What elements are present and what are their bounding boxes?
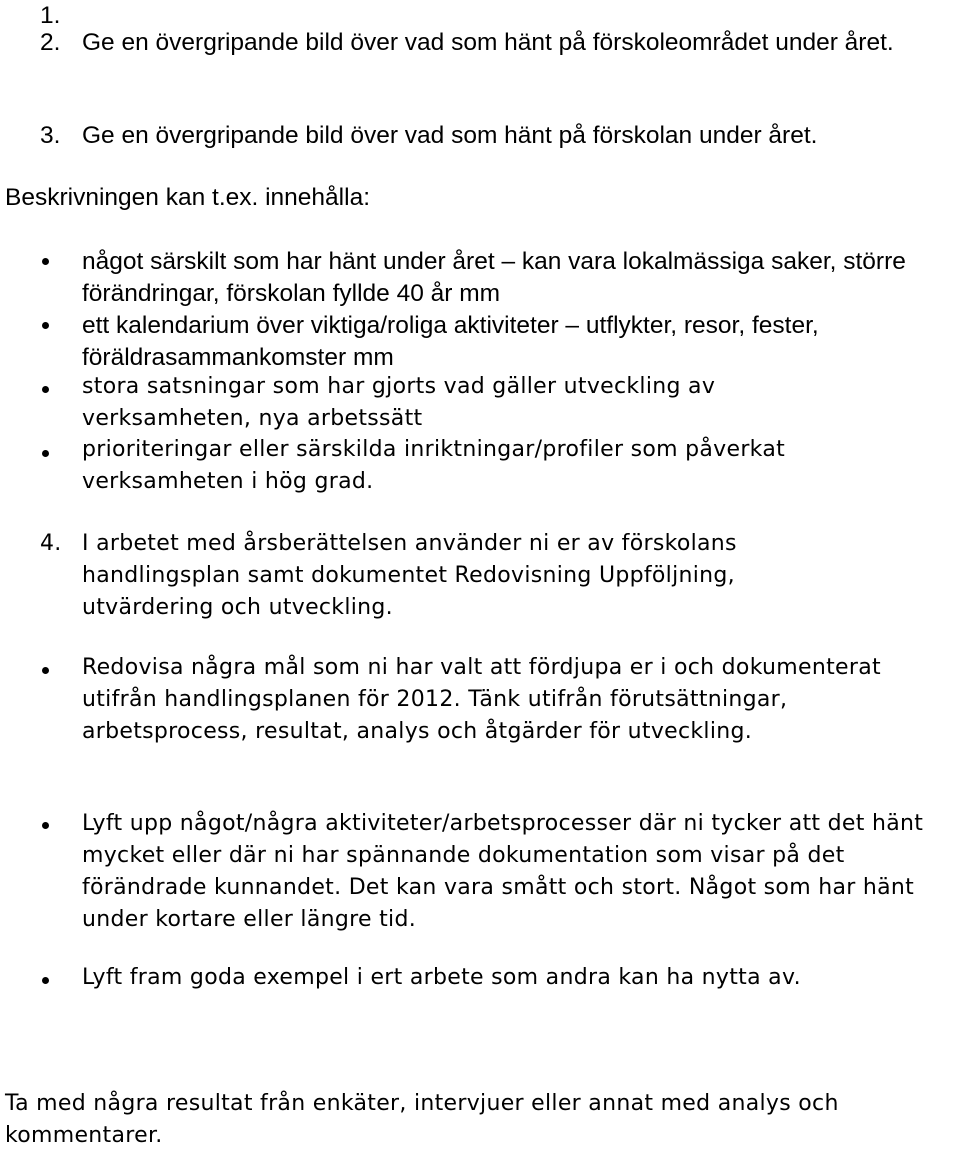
intro-text: Beskrivningen kan t.ex. innehålla:	[5, 184, 370, 211]
bullet-icon	[42, 977, 49, 984]
list-item-text: Lyft upp något/några aktiviteter/arbetsprocesser där ni tycker att det hänt mycket eller där ni har spännande dokumentation som visar på det förändrade kunnandet. Det kan vara smått och stort. Något som har hänt under kortare eller längre tid.	[82, 811, 924, 932]
list-item-text: Ge en övergripande bild över vad som hänt på förskoleområdet under året.	[82, 29, 894, 56]
list-item-text: ett kalendarium över viktiga/roliga aktiviteter – utflykter, resor, fester, föräldrasammankomster mm	[82, 312, 819, 371]
list-item-text: prioriteringar eller särskilda inriktningar/profiler som påverkat verksamheten i hög grad.	[82, 437, 786, 494]
bullet-icon	[42, 386, 49, 393]
list-item-text: Redovisa några mål som ni har valt att fördjupa er i och dokumenterat utifrån handlingsplanen för 2012. Tänk utifrån förutsättningar, arbetsprocess, resultat, analys och åtgärder för utveckling.	[82, 655, 881, 744]
list-number: 2.	[40, 29, 61, 56]
list-item-text: Lyft fram goda exempel i ert arbete som andra kan ha nytta av.	[82, 965, 801, 990]
closing-text: Ta med några resultat från enkäter, intervjuer eller annat med analys och kommentarer.	[5, 1091, 839, 1148]
bullet-icon	[42, 822, 49, 829]
list-item-text: stora satsningar som har gjorts vad gäller utveckling av verksamheten, nya arbetssätt	[82, 374, 716, 431]
bullet-icon	[42, 258, 49, 265]
list-item-text: I arbetet med årsberättelsen använder ni er av förskolans handlingsplan samt dokumentet Redovisning Uppföljning, utvärdering och utveckling.	[82, 531, 737, 620]
list-item-text: Ge en övergripande bild över vad som hänt på förskolan under året.	[82, 122, 818, 149]
bullet-icon	[42, 322, 49, 329]
list-item-text: något särskilt som har hänt under året – kan vara lokalmässiga saker, större förändringar, förskolan fyllde 40 år mm	[82, 248, 906, 307]
list-number: 4.	[40, 531, 62, 556]
list-number: 1.	[40, 2, 61, 29]
bullet-icon	[42, 450, 49, 457]
bullet-icon	[42, 667, 49, 674]
list-number: 3.	[40, 122, 61, 149]
